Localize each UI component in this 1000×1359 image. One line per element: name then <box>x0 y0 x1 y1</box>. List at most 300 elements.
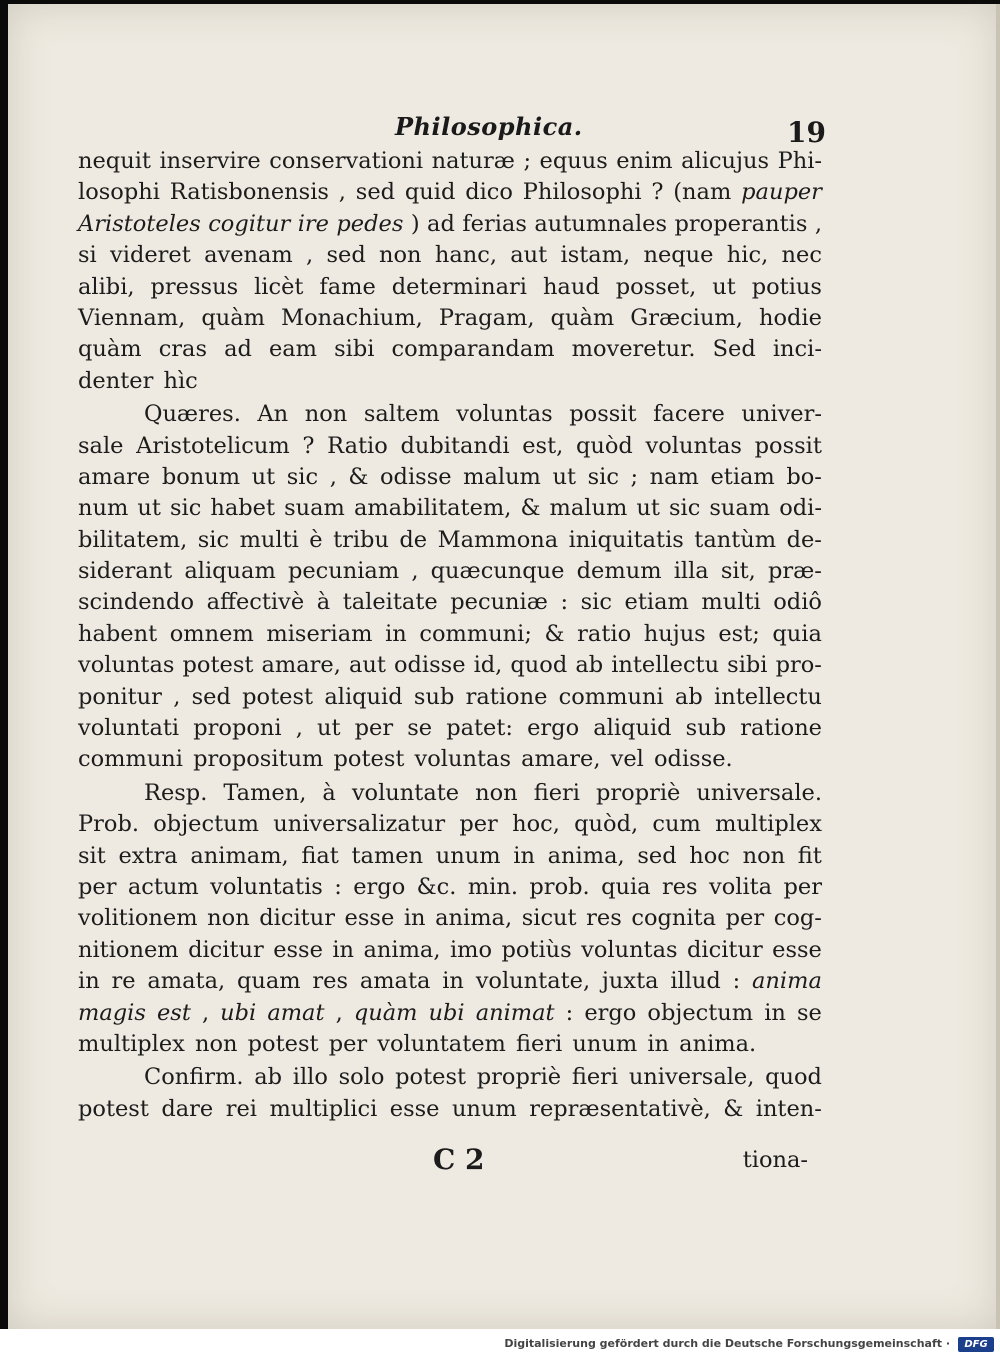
running-head: Philosophica. <box>395 112 583 141</box>
word: hìc <box>163 367 198 394</box>
word: sic <box>668 495 701 522</box>
word: est <box>156 999 191 1026</box>
text-line <box>78 650 822 681</box>
word: quia <box>772 620 822 647</box>
word: ab <box>674 683 703 710</box>
word: , <box>338 179 346 206</box>
word: non <box>379 242 422 269</box>
word: inci- <box>772 336 822 363</box>
word: hujus <box>643 620 706 647</box>
word: propriè <box>596 779 681 806</box>
word: quòd <box>575 432 633 459</box>
text-line <box>78 525 822 556</box>
word: potius <box>751 273 822 300</box>
word: in <box>647 1030 670 1057</box>
word: siderant <box>78 558 173 585</box>
word: scindendo <box>78 589 194 616</box>
text-line <box>78 431 822 462</box>
word: : <box>560 589 569 616</box>
word: malum <box>463 463 541 490</box>
word: se <box>407 715 433 742</box>
word: hoc, <box>512 811 560 838</box>
word: &c. <box>416 873 457 900</box>
word: objectum <box>153 811 259 838</box>
word: potest <box>333 746 405 773</box>
word: ferias <box>462 210 527 237</box>
word: bonum <box>161 463 241 490</box>
text-line <box>78 809 822 840</box>
word: voluntati <box>78 715 180 742</box>
text-line <box>78 399 822 430</box>
word: , <box>295 715 303 742</box>
word: ire <box>297 210 329 237</box>
word: quàm <box>201 304 265 331</box>
word: Aristotelicum <box>136 432 290 459</box>
word: inservire <box>159 148 261 174</box>
word: fieri <box>571 1064 619 1091</box>
paragraph <box>78 1062 822 1125</box>
word: dicitur <box>687 936 763 963</box>
word: aliquid <box>324 683 403 710</box>
word: iniquitatis <box>568 526 684 553</box>
word: Græcium, <box>630 304 743 331</box>
word: Monachium, <box>281 304 423 331</box>
word: dubitandi <box>400 432 510 459</box>
word: sibi <box>334 336 375 363</box>
word: ut <box>316 715 341 742</box>
word: sic <box>169 495 202 522</box>
word: rei <box>225 1095 257 1122</box>
word: : <box>565 999 574 1026</box>
word: unum <box>451 1095 517 1122</box>
word: tribu <box>333 526 389 553</box>
word: aliquid <box>593 715 672 742</box>
word: , <box>411 558 419 585</box>
word: anima. <box>679 1030 757 1057</box>
word: multiplex <box>78 1030 185 1057</box>
word: repræsentativè, <box>529 1095 711 1122</box>
word: sit <box>78 842 106 869</box>
word: Sed <box>712 336 756 363</box>
text-line <box>78 209 822 240</box>
word: fieri <box>533 779 580 806</box>
word: , <box>306 242 314 269</box>
word: quam <box>236 968 301 995</box>
word: inten- <box>755 1095 822 1122</box>
word: de- <box>786 526 822 553</box>
word: etiam <box>624 589 689 616</box>
word: enim <box>616 148 673 174</box>
word: haud <box>542 273 600 300</box>
word: juxta <box>601 968 659 995</box>
word: si <box>78 242 97 269</box>
digitization-credit-bar <box>0 1329 1000 1359</box>
text-line <box>78 1062 822 1093</box>
word: voluntatem <box>377 1030 506 1057</box>
word: intellectu <box>714 683 822 710</box>
word: : <box>334 873 342 900</box>
word: in <box>385 620 407 647</box>
catchword: tiona- <box>742 1147 808 1173</box>
word: res <box>312 968 349 995</box>
word: ad <box>427 210 455 237</box>
word: hoc <box>689 842 730 869</box>
word: videret <box>110 242 191 269</box>
page-number: 19 <box>787 116 826 149</box>
text-line <box>78 744 822 775</box>
word: per <box>725 905 765 932</box>
word: & <box>348 463 369 490</box>
word: ut <box>636 495 660 522</box>
word: miseriam <box>266 620 373 647</box>
word: hic, <box>726 242 769 269</box>
word: pedes <box>336 210 404 237</box>
word: ? <box>302 432 315 459</box>
word: amare, <box>261 652 341 679</box>
word: re <box>111 968 136 995</box>
word: habent <box>78 620 158 647</box>
word: suam <box>284 495 345 522</box>
word: aliquam <box>184 558 276 585</box>
word: nam <box>649 463 699 490</box>
word: proponi <box>193 715 282 742</box>
word: objectum <box>647 999 754 1026</box>
word: sed <box>191 683 231 710</box>
word: avenam <box>204 242 293 269</box>
word: pecuniam <box>287 558 400 585</box>
word: odiô <box>773 589 822 616</box>
text-line <box>78 240 822 271</box>
word: ergo <box>584 999 637 1026</box>
word: tamen <box>351 842 424 869</box>
word: taleitate <box>342 589 438 616</box>
word: sub <box>413 683 455 710</box>
word: fit <box>797 842 822 869</box>
word: illo <box>292 1064 328 1091</box>
word: & <box>520 495 541 522</box>
word: solo <box>338 1064 385 1091</box>
word: ut <box>251 463 276 490</box>
word: præ- <box>767 558 822 585</box>
word: ponitur <box>78 683 162 710</box>
word: eam <box>268 336 318 363</box>
text-line <box>78 493 822 524</box>
word: bo- <box>786 463 822 490</box>
page-edge <box>996 4 1000 1329</box>
word: nec <box>781 242 822 269</box>
word: : <box>732 968 741 995</box>
word: magis <box>78 999 146 1026</box>
word: à <box>322 779 336 806</box>
text-line <box>78 682 822 713</box>
word: amabilitatem, <box>353 495 512 522</box>
paragraph <box>78 146 822 397</box>
word: Viennam, <box>78 304 186 331</box>
word: malum <box>549 495 628 522</box>
word: alicujus <box>681 148 770 174</box>
text-line <box>78 713 822 744</box>
word: quàm <box>353 999 418 1026</box>
word: à <box>316 589 331 616</box>
word: pressus <box>150 273 239 300</box>
word: num <box>78 495 129 522</box>
word: cum <box>652 811 701 838</box>
word: ab <box>575 652 604 679</box>
word: & <box>544 620 565 647</box>
word: est; <box>718 620 760 647</box>
word: Tamen, <box>223 779 307 806</box>
word: de <box>399 526 428 553</box>
signature-mark: C 2 <box>433 1143 485 1176</box>
word: amata <box>359 968 431 995</box>
word: sic <box>197 526 230 553</box>
word: neque <box>643 242 714 269</box>
word: illud <box>670 968 721 995</box>
word: possit <box>754 432 822 459</box>
word: ? <box>651 179 664 206</box>
text-line <box>78 303 822 334</box>
word: saltem <box>363 401 440 428</box>
word: ratione <box>740 715 822 742</box>
word: min. <box>467 873 519 900</box>
word: ergo <box>527 715 580 742</box>
word: prob. <box>529 873 590 900</box>
word: possit <box>569 401 637 428</box>
word: losophi <box>78 179 160 206</box>
word: hanc, <box>434 242 497 269</box>
page-footer <box>78 1143 822 1183</box>
word: communi <box>78 746 183 773</box>
word: posset, <box>615 273 697 300</box>
word: communi <box>558 683 664 710</box>
word: omnem <box>169 620 254 647</box>
word: denter <box>78 367 154 394</box>
word: esse <box>772 936 822 963</box>
word: ; <box>630 463 639 490</box>
word: non <box>742 842 786 869</box>
word: properantis <box>674 210 808 237</box>
word: (nam <box>673 179 732 206</box>
word: cras <box>158 336 208 363</box>
word: in <box>442 968 464 995</box>
word: quòd, <box>574 811 639 838</box>
word: res <box>661 873 698 900</box>
word: è <box>309 526 323 553</box>
word: quid <box>404 179 456 206</box>
word: voluntas <box>645 432 742 459</box>
word: universalizatur <box>273 811 446 838</box>
word: per <box>328 1030 368 1057</box>
word: Aristoteles <box>78 210 201 237</box>
word: non <box>207 905 250 932</box>
word: etiam <box>710 463 775 490</box>
word: anima, <box>363 936 441 963</box>
paragraph <box>78 778 822 1061</box>
text-line <box>78 619 822 650</box>
word: quia <box>601 873 651 900</box>
word: in <box>78 968 100 995</box>
word: aut <box>510 242 548 269</box>
word: , <box>201 999 210 1026</box>
text-line <box>78 587 822 618</box>
word: universale, <box>628 1064 755 1091</box>
word: alibi, <box>78 273 135 300</box>
text-line <box>78 872 822 903</box>
word: non <box>475 779 518 806</box>
word: potest <box>78 1095 149 1122</box>
word: , <box>173 683 181 710</box>
word: cogitur <box>208 210 291 237</box>
word: non <box>195 1030 238 1057</box>
word: fame <box>319 273 376 300</box>
text-line <box>78 462 822 493</box>
word: pauper <box>741 179 822 206</box>
word: moveretur. <box>571 336 696 363</box>
word: ad <box>224 336 252 363</box>
word: esse <box>389 1095 440 1122</box>
word: quàm <box>550 304 615 331</box>
word: extra <box>118 842 178 869</box>
word: equus <box>539 148 608 174</box>
word: , <box>814 210 822 237</box>
word: determinari <box>391 273 527 300</box>
word: voluntas <box>581 936 678 963</box>
word: per <box>354 715 394 742</box>
word: amat <box>267 999 325 1026</box>
word: multiplici <box>269 1095 378 1122</box>
word: , <box>335 999 343 1026</box>
word: sed <box>326 242 366 269</box>
word: imo <box>449 936 493 963</box>
text-line <box>78 903 822 934</box>
word: volitionem <box>78 905 198 932</box>
word: sit, <box>720 558 756 585</box>
text-line <box>78 778 822 809</box>
word: animat <box>475 999 555 1026</box>
word: animam, <box>190 842 289 869</box>
word: sale <box>78 432 124 459</box>
word: quàm <box>78 336 142 363</box>
word: odisse <box>393 652 466 679</box>
word: Pragam, <box>438 304 535 331</box>
word: quod <box>765 1064 822 1091</box>
word: esse <box>273 936 323 963</box>
word: Ratisbonensis <box>169 179 329 206</box>
word: in <box>403 905 426 932</box>
word: ergo <box>353 873 406 900</box>
word: pecuniæ <box>450 589 548 616</box>
word: ubi <box>220 999 257 1026</box>
word: ubi <box>428 999 465 1026</box>
word: demum <box>576 558 662 585</box>
word: bilitatem, <box>78 526 188 553</box>
text-line <box>78 177 822 208</box>
word: Quæres. <box>144 401 241 428</box>
word: potest <box>395 1064 467 1091</box>
word: amare <box>78 463 151 490</box>
word: tantùm <box>694 526 777 553</box>
word: odisse <box>380 463 452 490</box>
word: autumnales <box>534 210 668 237</box>
text-line <box>78 366 822 397</box>
word: unum <box>572 1030 638 1057</box>
word: per <box>78 873 117 900</box>
word: univer- <box>741 401 822 428</box>
word: dico <box>465 179 513 206</box>
word: facere <box>653 401 725 428</box>
word: ratione <box>465 683 548 710</box>
word: habet <box>210 495 276 522</box>
word: non <box>304 401 348 428</box>
word: & <box>723 1095 744 1122</box>
word: istam, <box>560 242 631 269</box>
word: nequit <box>78 148 151 174</box>
word: multi <box>239 526 299 553</box>
word: affectivè <box>206 589 305 616</box>
text-line <box>78 146 822 177</box>
text-line <box>78 334 822 365</box>
word: voluntatis <box>210 873 323 900</box>
word: odisse. <box>654 746 733 773</box>
word: voluntas <box>456 401 553 428</box>
word: Confirm. <box>144 1064 244 1091</box>
word: Prob. <box>78 811 139 838</box>
word: ; <box>523 148 532 174</box>
word: esse <box>344 905 395 932</box>
word: anima <box>752 968 822 995</box>
word: vel <box>610 746 644 773</box>
word: potest <box>182 652 254 679</box>
body-text <box>78 146 822 1125</box>
word: Mammona <box>437 526 559 553</box>
word: anima, <box>435 905 513 932</box>
word: An <box>257 401 289 428</box>
word: ratio <box>577 620 632 647</box>
word: multiplex <box>715 811 822 838</box>
word: propriè <box>476 1064 562 1091</box>
text-line <box>78 272 822 303</box>
text-line <box>78 556 822 587</box>
text-line <box>78 1029 822 1060</box>
word: naturæ <box>431 148 515 174</box>
word: sibi <box>727 652 768 679</box>
word: comparandam <box>391 336 555 363</box>
word: ut <box>552 463 577 490</box>
word: in <box>513 842 535 869</box>
word: res <box>586 905 622 932</box>
text-line <box>78 1094 822 1125</box>
word: ut <box>712 273 736 300</box>
word: amare, <box>521 746 601 773</box>
word: est, <box>522 432 564 459</box>
word: communi; <box>419 620 532 647</box>
dfg-logo: DFG <box>958 1337 994 1352</box>
word: conservationi <box>269 148 424 174</box>
word: potest <box>242 683 314 710</box>
word: actum <box>127 873 199 900</box>
word: pro- <box>775 652 822 679</box>
word: aut <box>348 652 386 679</box>
word: licèt <box>254 273 304 300</box>
word: amata, <box>147 968 226 995</box>
word: potiùs <box>501 936 572 963</box>
word: sed <box>355 179 396 206</box>
text-line <box>78 935 822 966</box>
word: in <box>332 936 355 963</box>
word: universale. <box>696 779 822 806</box>
word: odi- <box>779 495 822 522</box>
word: quæcunque <box>430 558 565 585</box>
